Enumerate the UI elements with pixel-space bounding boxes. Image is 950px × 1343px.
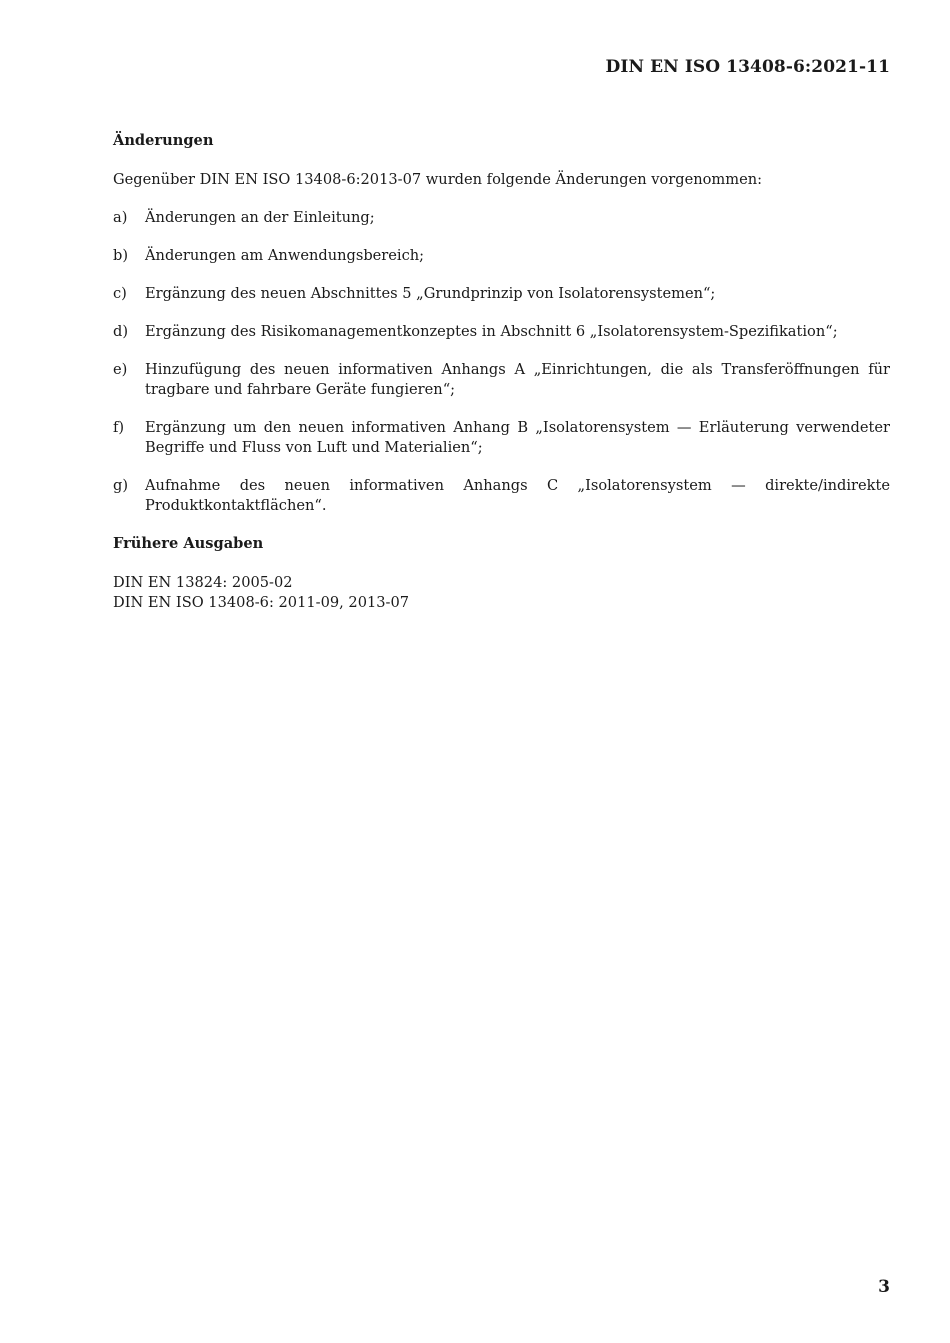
previous-edition-line: DIN EN ISO 13408-6: 2011-09, 2013-07	[113, 594, 410, 611]
change-item-label: d)	[113, 323, 129, 340]
document-body	[113, 131, 890, 613]
changes-intro: Gegenüber DIN EN ISO 13408-6:2013-07 wurden folgende Änderungen vorgenommen:	[113, 171, 763, 188]
change-item-text: Ergänzung um den neuen informativen Anhang B „Isolatorensystem — Erläuterung verwendeter Begriffe und Fluss von Luft und Materialien“;	[145, 419, 890, 456]
change-item-e	[113, 360, 890, 400]
change-item-label: c)	[113, 285, 127, 302]
change-item-text: Änderungen an der Einleitung;	[145, 209, 375, 226]
page-number: 3	[878, 1277, 890, 1297]
document-header-title: DIN EN ISO 13408-6:2021-11	[605, 57, 890, 77]
change-item-b	[113, 246, 890, 266]
change-item-text: Änderungen am Anwendungsbereich;	[145, 247, 425, 264]
previous-edition-line: DIN EN 13824: 2005-02	[113, 574, 293, 591]
change-item-label: f)	[113, 419, 125, 436]
previous-editions-heading: Frühere Ausgaben	[113, 535, 264, 552]
change-item-text: Aufnahme des neuen informativen Anhangs C „Isolatorensystem — direkte/indirekte Produktkontaktflächen“.	[145, 477, 890, 514]
change-item-label: a)	[113, 209, 128, 226]
change-item-text: Ergänzung des Risikomanagementkonzeptes in Abschnitt 6 „Isolatorensystem-Spezifikation“;	[145, 323, 838, 340]
change-item-label: g)	[113, 477, 129, 494]
change-item-f	[113, 418, 890, 458]
change-item-c	[113, 284, 890, 304]
change-item-text: Ergänzung des neuen Abschnittes 5 „Grundprinzip von Isolatorensystemen“;	[145, 285, 716, 302]
change-item-d	[113, 322, 890, 342]
change-item-label: e)	[113, 361, 128, 378]
change-item-label: b)	[113, 247, 129, 264]
change-item-text: Hinzufügung des neuen informativen Anhangs A „Einrichtungen, die als Transferöffnungen für tragbare und fahrbare Geräte fungieren“;	[145, 361, 890, 398]
change-item-a	[113, 208, 890, 228]
changes-heading: Änderungen	[113, 132, 214, 149]
change-item-g	[113, 476, 890, 516]
